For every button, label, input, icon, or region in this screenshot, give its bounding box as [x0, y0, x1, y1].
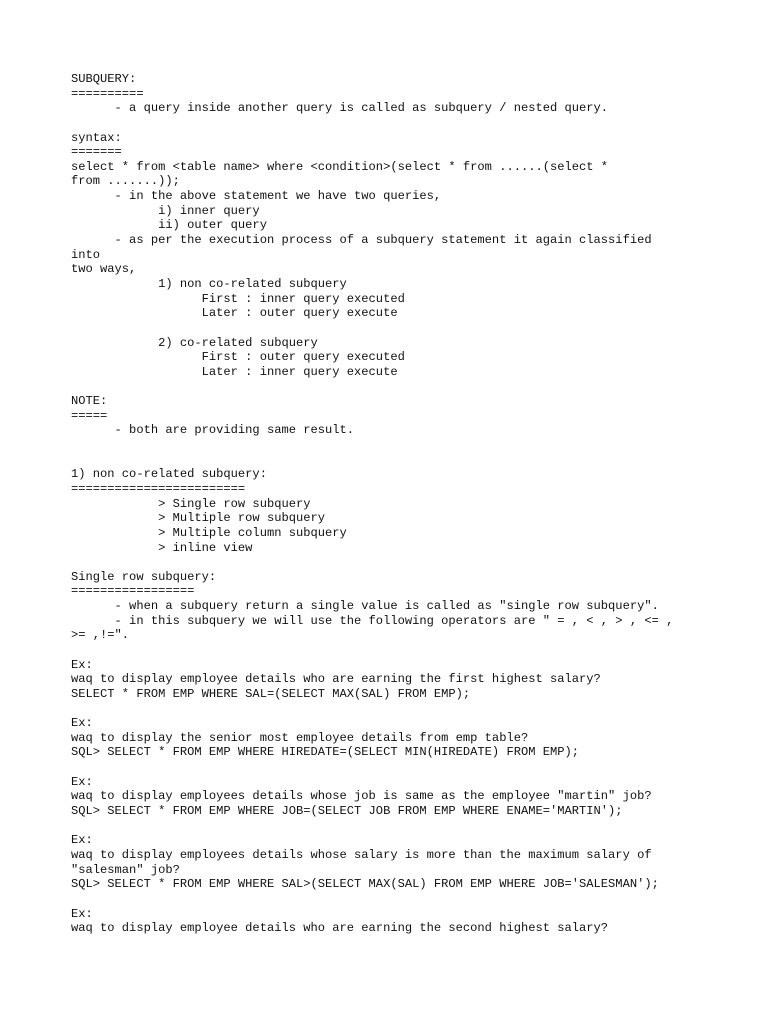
blank-line [71, 702, 751, 717]
text-line: - a query inside another query is called as subquery / nested query. [71, 101, 609, 116]
example-label: Ex: [71, 716, 93, 731]
blank-line [71, 760, 751, 775]
blank-line [71, 379, 751, 394]
example-question: waq to display employee details who are earning the first highest salary? [71, 672, 601, 687]
list-item: 2) co-related subquery [71, 335, 318, 350]
sql-line: SQL> SELECT * FROM EMP WHERE SAL>(SELECT MAX(SAL) FROM EMP WHERE JOB='SALESMAN'); [71, 877, 659, 892]
list-subitem: First : outer query executed [71, 350, 405, 365]
example-label: Ex: [71, 833, 93, 848]
heading-underline: ======================== [71, 481, 246, 496]
list-item: > Multiple row subquery [71, 511, 326, 526]
heading-underline: ======= [71, 145, 122, 160]
blank-line [71, 555, 751, 570]
blank-line [71, 819, 751, 834]
blank-line [71, 453, 751, 468]
code-line: select * from <table name> where <condition>(select * from ......(select * [71, 159, 609, 174]
example-question: waq to display the senior most employee details from emp table? [71, 730, 529, 745]
example-question: waq to display employees details whose salary is more than the maximum salary of [71, 847, 652, 862]
heading-underline: ================= [71, 584, 195, 599]
list-item: 1) non co-related subquery [71, 276, 347, 291]
list-item: > inline view [71, 540, 253, 555]
blank-line [71, 438, 751, 453]
heading-note: NOTE: [71, 394, 108, 409]
text-line: - when a subquery return a single value is called as "single row subquery". [71, 599, 659, 614]
example-question: "salesman" job? [71, 862, 180, 877]
list-subitem: Later : inner query execute [71, 364, 398, 379]
example-label: Ex: [71, 774, 93, 789]
list-item: > Multiple column subquery [71, 525, 347, 540]
text-line: into [71, 247, 101, 262]
document-page [71, 72, 751, 936]
example-question: waq to display employees details whose job is same as the employee "martin" job? [71, 789, 652, 804]
example-label: Ex: [71, 906, 93, 921]
list-subitem: Later : outer query execute [71, 306, 398, 321]
heading-single-row: Single row subquery: [71, 569, 217, 584]
heading-subquery: SUBQUERY: [71, 72, 137, 86]
sql-line: SQL> SELECT * FROM EMP WHERE JOB=(SELECT JOB FROM EMP WHERE ENAME='MARTIN'); [71, 804, 623, 819]
blank-line [71, 116, 751, 131]
list-item: ii) outer query [71, 218, 267, 233]
heading-underline: ========== [71, 86, 144, 101]
blank-line [71, 892, 751, 907]
text-line: - as per the execution process of a subquery statement it again classified [71, 233, 652, 248]
example-question: waq to display employee details who are earning the second highest salary? [71, 921, 609, 936]
heading-non-co-related: 1) non co-related subquery: [71, 467, 267, 482]
text-line: - both are providing same result. [71, 423, 355, 438]
sql-line: SQL> SELECT * FROM EMP WHERE HIREDATE=(SELECT MIN(HIREDATE) FROM EMP); [71, 745, 580, 760]
text-line: - in this subquery we will use the following operators are " = , < , > , <= , [71, 613, 674, 628]
heading-syntax: syntax: [71, 130, 122, 145]
example-label: Ex: [71, 657, 93, 672]
list-item: i) inner query [71, 203, 260, 218]
list-item: > Single row subquery [71, 496, 311, 511]
code-line: from .......)); [71, 174, 180, 189]
blank-line [71, 321, 751, 336]
text-line: >= ,!=". [71, 628, 130, 643]
text-line: - in the above statement we have two queries, [71, 189, 442, 204]
list-subitem: First : inner query executed [71, 291, 405, 306]
sql-line: SELECT * FROM EMP WHERE SAL=(SELECT MAX(SAL) FROM EMP); [71, 686, 471, 701]
heading-underline: ===== [71, 408, 108, 423]
blank-line [71, 643, 751, 658]
text-line: two ways, [71, 262, 137, 277]
